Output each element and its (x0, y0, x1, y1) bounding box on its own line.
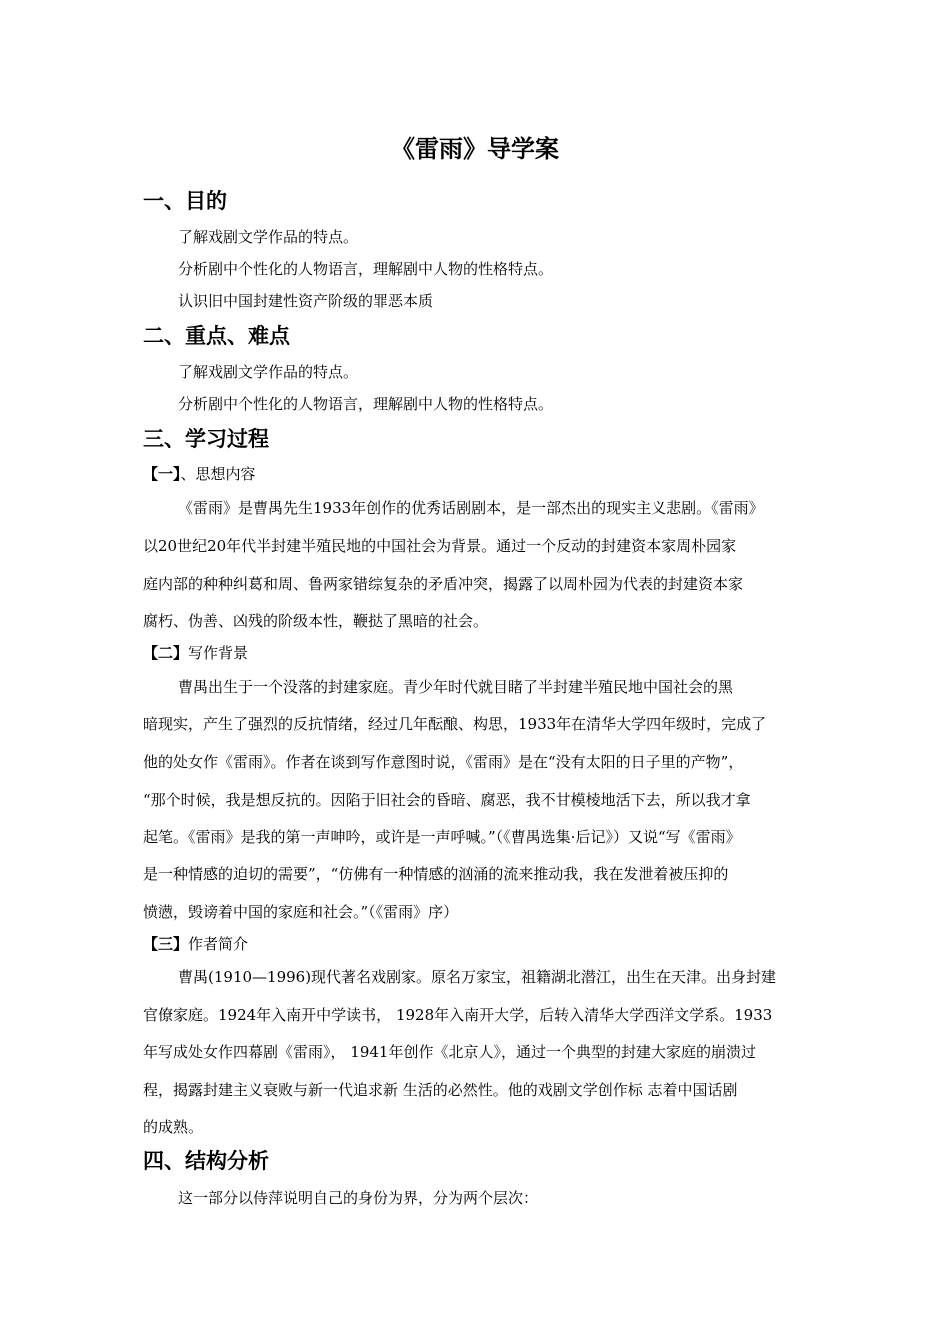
paragraph-line: 庭内部的种种纠葛和周、鲁两家错综复杂的矛盾冲突，揭露了以周朴园为代表的封建资本家 (143, 575, 744, 593)
paragraph-line: 《雷雨》是曹禺先生1933年创作的优秀话剧剧本，是一部杰出的现实主义悲剧。《雷雨》 (178, 499, 764, 517)
subsection-title: 作者简介 (188, 935, 249, 953)
paragraph-line: 官僚家庭。1924年入南开中学读书， 1928年入南开大学，后转入清华大学西洋文学系。1933 (143, 1006, 773, 1024)
section-heading-learning-process: 三、学习过程 (143, 427, 269, 451)
objective-item: 分析剧中个性化的人物语言，理解剧中人物的性格特点。 (178, 260, 554, 278)
subsection-heading-author (143, 934, 248, 954)
paragraph-line: “那个时候，我是想反抗的。因陷于旧社会的昏暗、腐恶，我不甘模棱地活下去，所以我才拿 (143, 791, 751, 809)
subsection-heading-content (143, 464, 256, 484)
section-heading-objectives: 一、目的 (143, 189, 227, 213)
subsection-label: 【三】 (143, 935, 189, 953)
subsection-label: 【二】 (143, 644, 189, 662)
objective-item: 认识旧中国封建性资产阶级的罪恶本质 (178, 292, 434, 310)
paragraph-line: 以20世纪20年代半封建半殖民地的中国社会为背景。通过一个反动的封建资本家周朴园家 (143, 537, 737, 555)
subsection-title: 写作背景 (188, 644, 249, 662)
subsection-title: 、思想内容 (180, 465, 256, 483)
paragraph-line: 年写成处女作四幕剧《雷雨》， 1941年创作《北京人》，通过一个典型的封建大家庭的崩溃过 (143, 1043, 756, 1061)
paragraph-line: 愤懑，毁谤着中国的家庭和社会。”（《雷雨》序） (143, 903, 459, 921)
paragraph-line: 是一种情感的迫切的需要”，“仿佛有一种情感的汹涌的流来推动我，我在发泄着被压抑的 (143, 865, 729, 883)
paragraph-line: 起笔。《雷雨》是我的第一声呻吟，或许是一声呼喊。”（《曹禺选集·后记》）又说“写《雷雨》 (143, 828, 741, 846)
objective-item: 了解戏剧文学作品的特点。 (178, 228, 359, 246)
paragraph-line: 暗现实，产生了强烈的反抗情绪，经过几年酝酿、构思，1933年在清华大学四年级时，完成了 (143, 715, 767, 733)
subsection-label: 【一】 (143, 465, 181, 483)
section-heading-structure: 四、结构分析 (143, 1149, 269, 1173)
paragraph-line: 这一部分以侍萍说明自己的身份为界，分为两个层次： (178, 1189, 539, 1207)
paragraph-line: 的成熟。 (143, 1118, 204, 1136)
key-point-item: 分析剧中个性化的人物语言，理解剧中人物的性格特点。 (178, 395, 554, 413)
paragraph-line: 他的处女作《雷雨》。作者在谈到写作意图时说，《雷雨》是在“没有太阳的日子里的产物”， (143, 753, 744, 771)
document-title: 《雷雨》导学案 (391, 135, 559, 163)
paragraph-line: 腐朽、伪善、凶残的阶级本性，鞭挞了黑暗的社会。 (143, 612, 489, 630)
paragraph-line: 曹禺出生于一个没落的封建家庭。青少年时代就目睹了半封建半殖民地中国社会的黑 (178, 678, 734, 696)
subsection-heading-background (143, 643, 248, 663)
paragraph-line: 程，揭露封建主义衰败与新一代追求新 生活的必然性。他的戏剧文学创作标 志着中国话剧 (143, 1081, 738, 1099)
key-point-item: 了解戏剧文学作品的特点。 (178, 363, 359, 381)
section-heading-key-points: 二、重点、难点 (143, 324, 290, 348)
paragraph-line: 曹禺(1910—1996)现代著名戏剧家。原名万家宝，祖籍湖北潜江，出生在天津。出身封建 (178, 968, 777, 986)
